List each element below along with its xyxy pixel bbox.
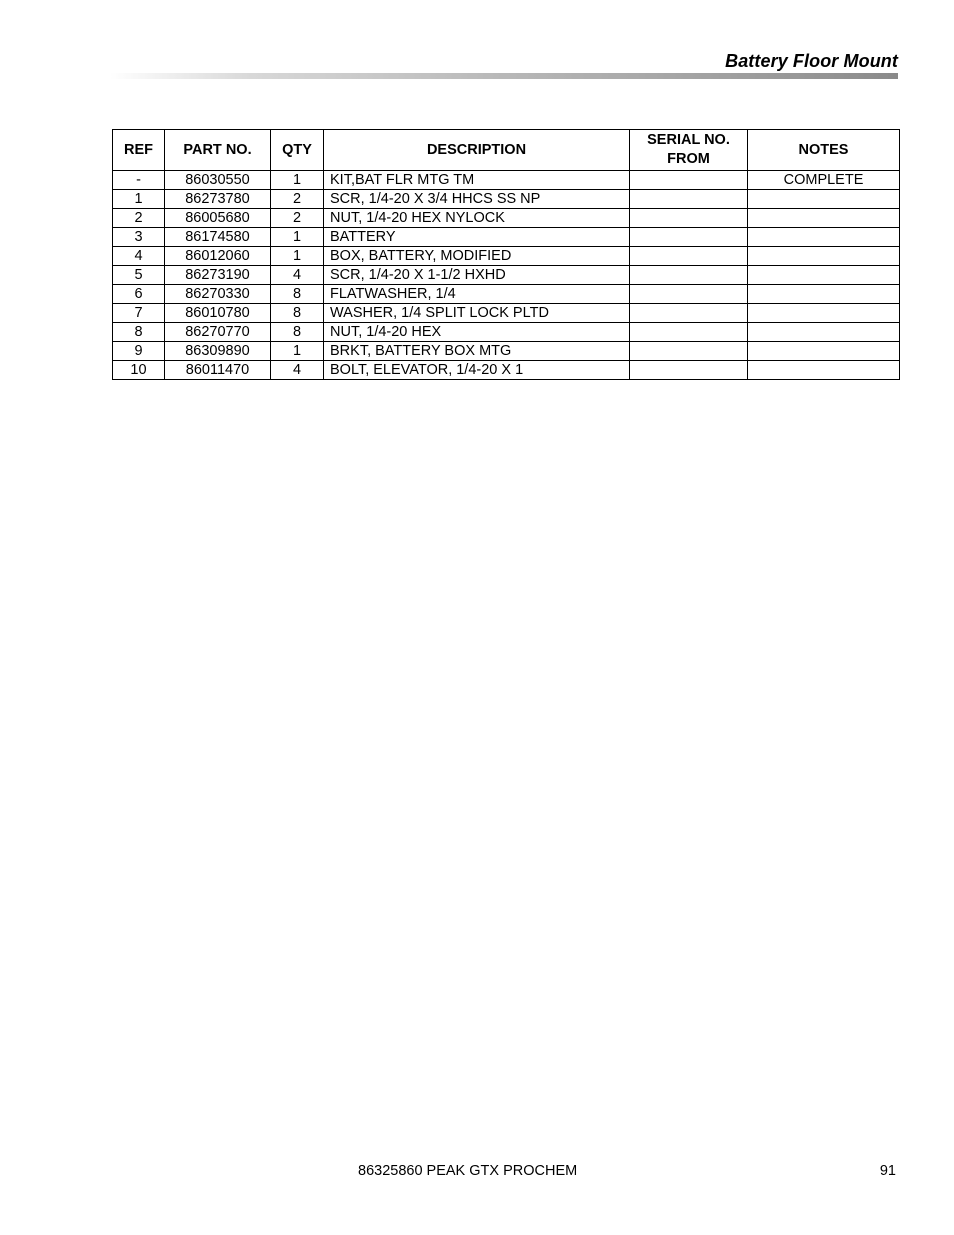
- cell-serial-from: [630, 228, 748, 247]
- table-header-row: [113, 130, 900, 171]
- table-row: [113, 285, 900, 304]
- cell-part-no: 86005680: [165, 209, 271, 228]
- footer-page-number: 91: [879, 1163, 896, 1179]
- table-row: [113, 247, 900, 266]
- cell-part-no: 86270770: [165, 323, 271, 342]
- cell-notes: [748, 209, 900, 228]
- table-row: [113, 190, 900, 209]
- cell-qty: 1: [271, 247, 324, 266]
- cell-part-no: 86309890: [165, 342, 271, 361]
- cell-part-no: 86011470: [165, 361, 271, 380]
- table-row: [113, 304, 900, 323]
- cell-notes: [748, 228, 900, 247]
- cell-ref: 7: [113, 304, 165, 323]
- cell-qty: 1: [271, 228, 324, 247]
- cell-description: BOX, BATTERY, MODIFIED: [324, 247, 630, 266]
- cell-ref: 5: [113, 266, 165, 285]
- cell-serial-from: [630, 247, 748, 266]
- cell-ref: 9: [113, 342, 165, 361]
- cell-notes: [748, 266, 900, 285]
- cell-description: SCR, 1/4-20 X 1-1/2 HXHD: [324, 266, 630, 285]
- cell-qty: 4: [271, 266, 324, 285]
- cell-qty: 4: [271, 361, 324, 380]
- column-header-description: DESCRIPTION: [324, 130, 630, 171]
- table-row: [113, 228, 900, 247]
- cell-ref: 2: [113, 209, 165, 228]
- cell-notes: [748, 247, 900, 266]
- cell-serial-from: [630, 342, 748, 361]
- cell-description: KIT,BAT FLR MTG TM: [324, 171, 630, 190]
- cell-serial-from: [630, 304, 748, 323]
- column-header-notes: NOTES: [748, 130, 900, 171]
- cell-description: BATTERY: [324, 228, 630, 247]
- cell-notes: [748, 323, 900, 342]
- cell-notes: [748, 361, 900, 380]
- cell-part-no: 86174580: [165, 228, 271, 247]
- cell-qty: 1: [271, 342, 324, 361]
- cell-qty: 8: [271, 323, 324, 342]
- cell-ref: 3: [113, 228, 165, 247]
- cell-qty: 8: [271, 304, 324, 323]
- table-row: [113, 266, 900, 285]
- cell-description: FLATWASHER, 1/4: [324, 285, 630, 304]
- table-row: [113, 361, 900, 380]
- table-row: [113, 342, 900, 361]
- cell-qty: 2: [271, 190, 324, 209]
- cell-serial-from: [630, 266, 748, 285]
- table-row: [113, 171, 900, 190]
- column-header-qty: QTY: [271, 130, 324, 171]
- cell-notes: [748, 342, 900, 361]
- cell-ref: 1: [113, 190, 165, 209]
- cell-description: BOLT, ELEVATOR, 1/4-20 X 1: [324, 361, 630, 380]
- cell-part-no: 86270330: [165, 285, 271, 304]
- cell-ref: 10: [113, 361, 165, 380]
- cell-qty: 1: [271, 171, 324, 190]
- cell-description: SCR, 1/4-20 X 3/4 HHCS SS NP: [324, 190, 630, 209]
- cell-ref: -: [113, 171, 165, 190]
- cell-ref: 8: [113, 323, 165, 342]
- cell-qty: 2: [271, 209, 324, 228]
- cell-notes: [748, 285, 900, 304]
- column-header-part-no: PART NO.: [165, 130, 271, 171]
- cell-qty: 8: [271, 285, 324, 304]
- cell-description: WASHER, 1/4 SPLIT LOCK PLTD: [324, 304, 630, 323]
- cell-description: NUT, 1/4-20 HEX NYLOCK: [324, 209, 630, 228]
- column-header-serial-no-from: SERIAL NO. FROM: [630, 130, 748, 171]
- parts-table: [112, 129, 900, 380]
- column-header-ref: REF: [113, 130, 165, 171]
- cell-serial-from: [630, 190, 748, 209]
- cell-serial-from: [630, 285, 748, 304]
- cell-part-no: 86030550: [165, 171, 271, 190]
- cell-description: BRKT, BATTERY BOX MTG: [324, 342, 630, 361]
- cell-part-no: 86010780: [165, 304, 271, 323]
- page-title: Battery Floor Mount: [725, 51, 898, 71]
- table-row: [113, 323, 900, 342]
- cell-serial-from: [630, 361, 748, 380]
- cell-ref: 6: [113, 285, 165, 304]
- cell-serial-from: [630, 209, 748, 228]
- cell-part-no: 86012060: [165, 247, 271, 266]
- footer-document-title: 86325860 PEAK GTX PROCHEM: [358, 1163, 578, 1179]
- cell-part-no: 86273780: [165, 190, 271, 209]
- cell-description: NUT, 1/4-20 HEX: [324, 323, 630, 342]
- table-row: [113, 209, 900, 228]
- header-rule: [110, 73, 898, 79]
- cell-serial-from: [630, 171, 748, 190]
- cell-part-no: 86273190: [165, 266, 271, 285]
- cell-serial-from: [630, 323, 748, 342]
- cell-notes: [748, 190, 900, 209]
- cell-notes: COMPLETE: [748, 171, 900, 190]
- cell-ref: 4: [113, 247, 165, 266]
- cell-notes: [748, 304, 900, 323]
